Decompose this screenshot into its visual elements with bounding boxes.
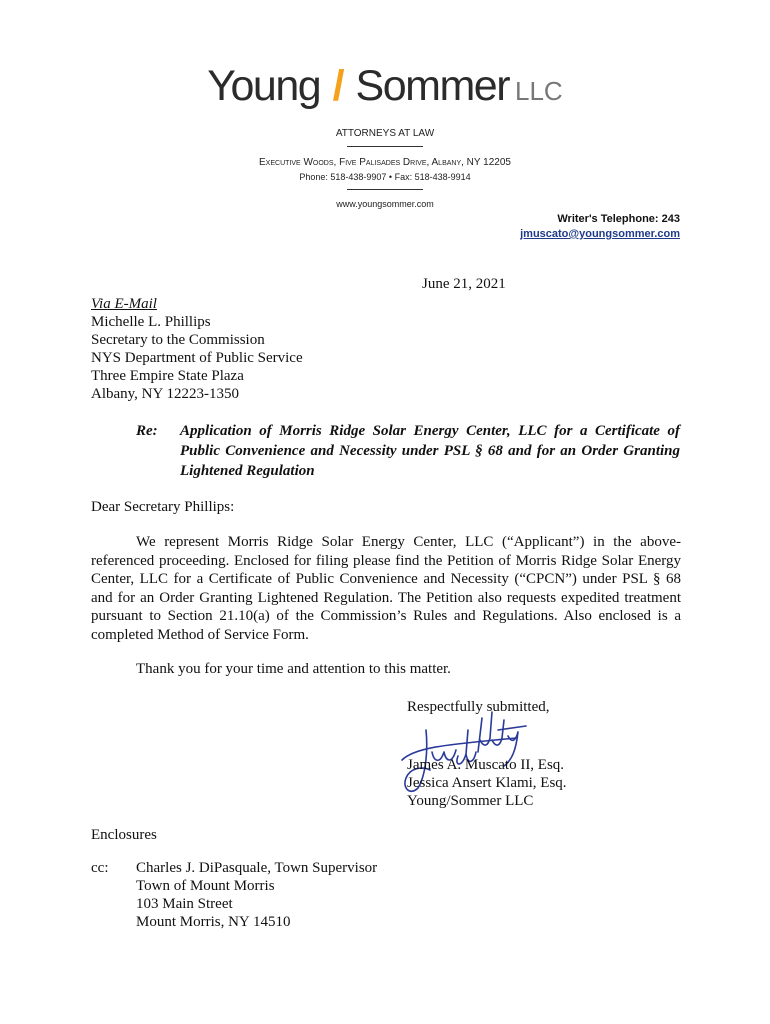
re-subject-line: Lightened Regulation <box>180 463 315 479</box>
letter-date: June 21, 2021 <box>422 276 506 292</box>
re-label: Re: <box>136 423 158 439</box>
letterhead-address: Executive Woods, Five Palisades Drive, Albany, NY 12205 <box>259 157 511 168</box>
logo-slash: / <box>332 62 344 110</box>
logo-young: Young <box>207 62 321 110</box>
cc-line: Mount Morris, NY 14510 <box>136 914 291 930</box>
thanks-line: Thank you for your time and attention to this matter. <box>136 661 451 677</box>
re-subject-line: Application of Morris Ridge Solar Energy Center, LLC for a Certificate of <box>180 423 680 439</box>
body-line: completed Method of Service Form. <box>91 626 309 643</box>
recipient-street: Three Empire State Plaza <box>91 368 244 384</box>
body-line: pursuant to Section 21.10(a) of the Commission’s Rules and Regulations. Also enclosed is a <box>91 608 681 624</box>
recipient-city: Albany, NY 12223-1350 <box>91 386 240 402</box>
letterhead-rule-top <box>347 146 423 147</box>
closing: Respectfully submitted, <box>407 699 550 715</box>
cc-label: cc: <box>91 860 109 876</box>
re-subject-line: Public Convenience and Necessity under PSL § 68 and for an Order Granting <box>180 443 680 459</box>
delivery-method: Via E-Mail <box>91 296 157 312</box>
recipient-name: Michelle L. Phillips <box>91 314 211 330</box>
re-subject <box>180 421 680 481</box>
letterhead-phone-fax: Phone: 518-438-9907 • Fax: 518-438-9914 <box>299 172 471 182</box>
signatory-name: James A. Muscato II, Esq. <box>407 757 565 773</box>
cc-line: Charles J. DiPasquale, Town Supervisor <box>136 860 378 876</box>
enclosures-label: Enclosures <box>91 827 157 843</box>
signatory-firm: Young/Sommer LLC <box>407 793 534 809</box>
logo-llc: LLC <box>515 76 563 106</box>
body-line: referenced proceeding. Enclosed for filing please find the Petition of Morris Ridge Solar Energy <box>91 552 681 569</box>
letterhead-subtitle: ATTORNEYS AT LAW <box>335 128 435 139</box>
signatory-name: Jessica Ansert Klami, Esq. <box>407 775 567 791</box>
recipient-title: Secretary to the Commission <box>91 332 265 348</box>
body-line: We represent Morris Ridge Solar Energy Center, LLC (“Applicant”) in the above- <box>136 534 681 550</box>
recipient-organization: NYS Department of Public Service <box>91 350 303 366</box>
body-paragraph <box>91 533 681 644</box>
body-line: Center, LLC for a Certificate of Public Convenience and Necessity (“CPCN”) under PSL § 68 <box>91 571 681 587</box>
logo-sommer: Sommer <box>355 62 510 110</box>
letterhead-rule-bottom <box>347 189 423 190</box>
body-line: and for an Order Granting Lightened Regulation. The Petition also requests expedited treatment <box>91 589 681 606</box>
writer-email-link[interactable]: jmuscato@youngsommer.com <box>520 228 680 240</box>
salutation: Dear Secretary Phillips: <box>91 499 235 515</box>
firm-logo <box>0 62 770 111</box>
cc-line: 103 Main Street <box>136 896 233 912</box>
cc-line: Town of Mount Morris <box>136 878 275 894</box>
writer-telephone: Writer's Telephone: 243 <box>557 213 680 225</box>
letterhead-website: www.youngsommer.com <box>336 199 434 209</box>
